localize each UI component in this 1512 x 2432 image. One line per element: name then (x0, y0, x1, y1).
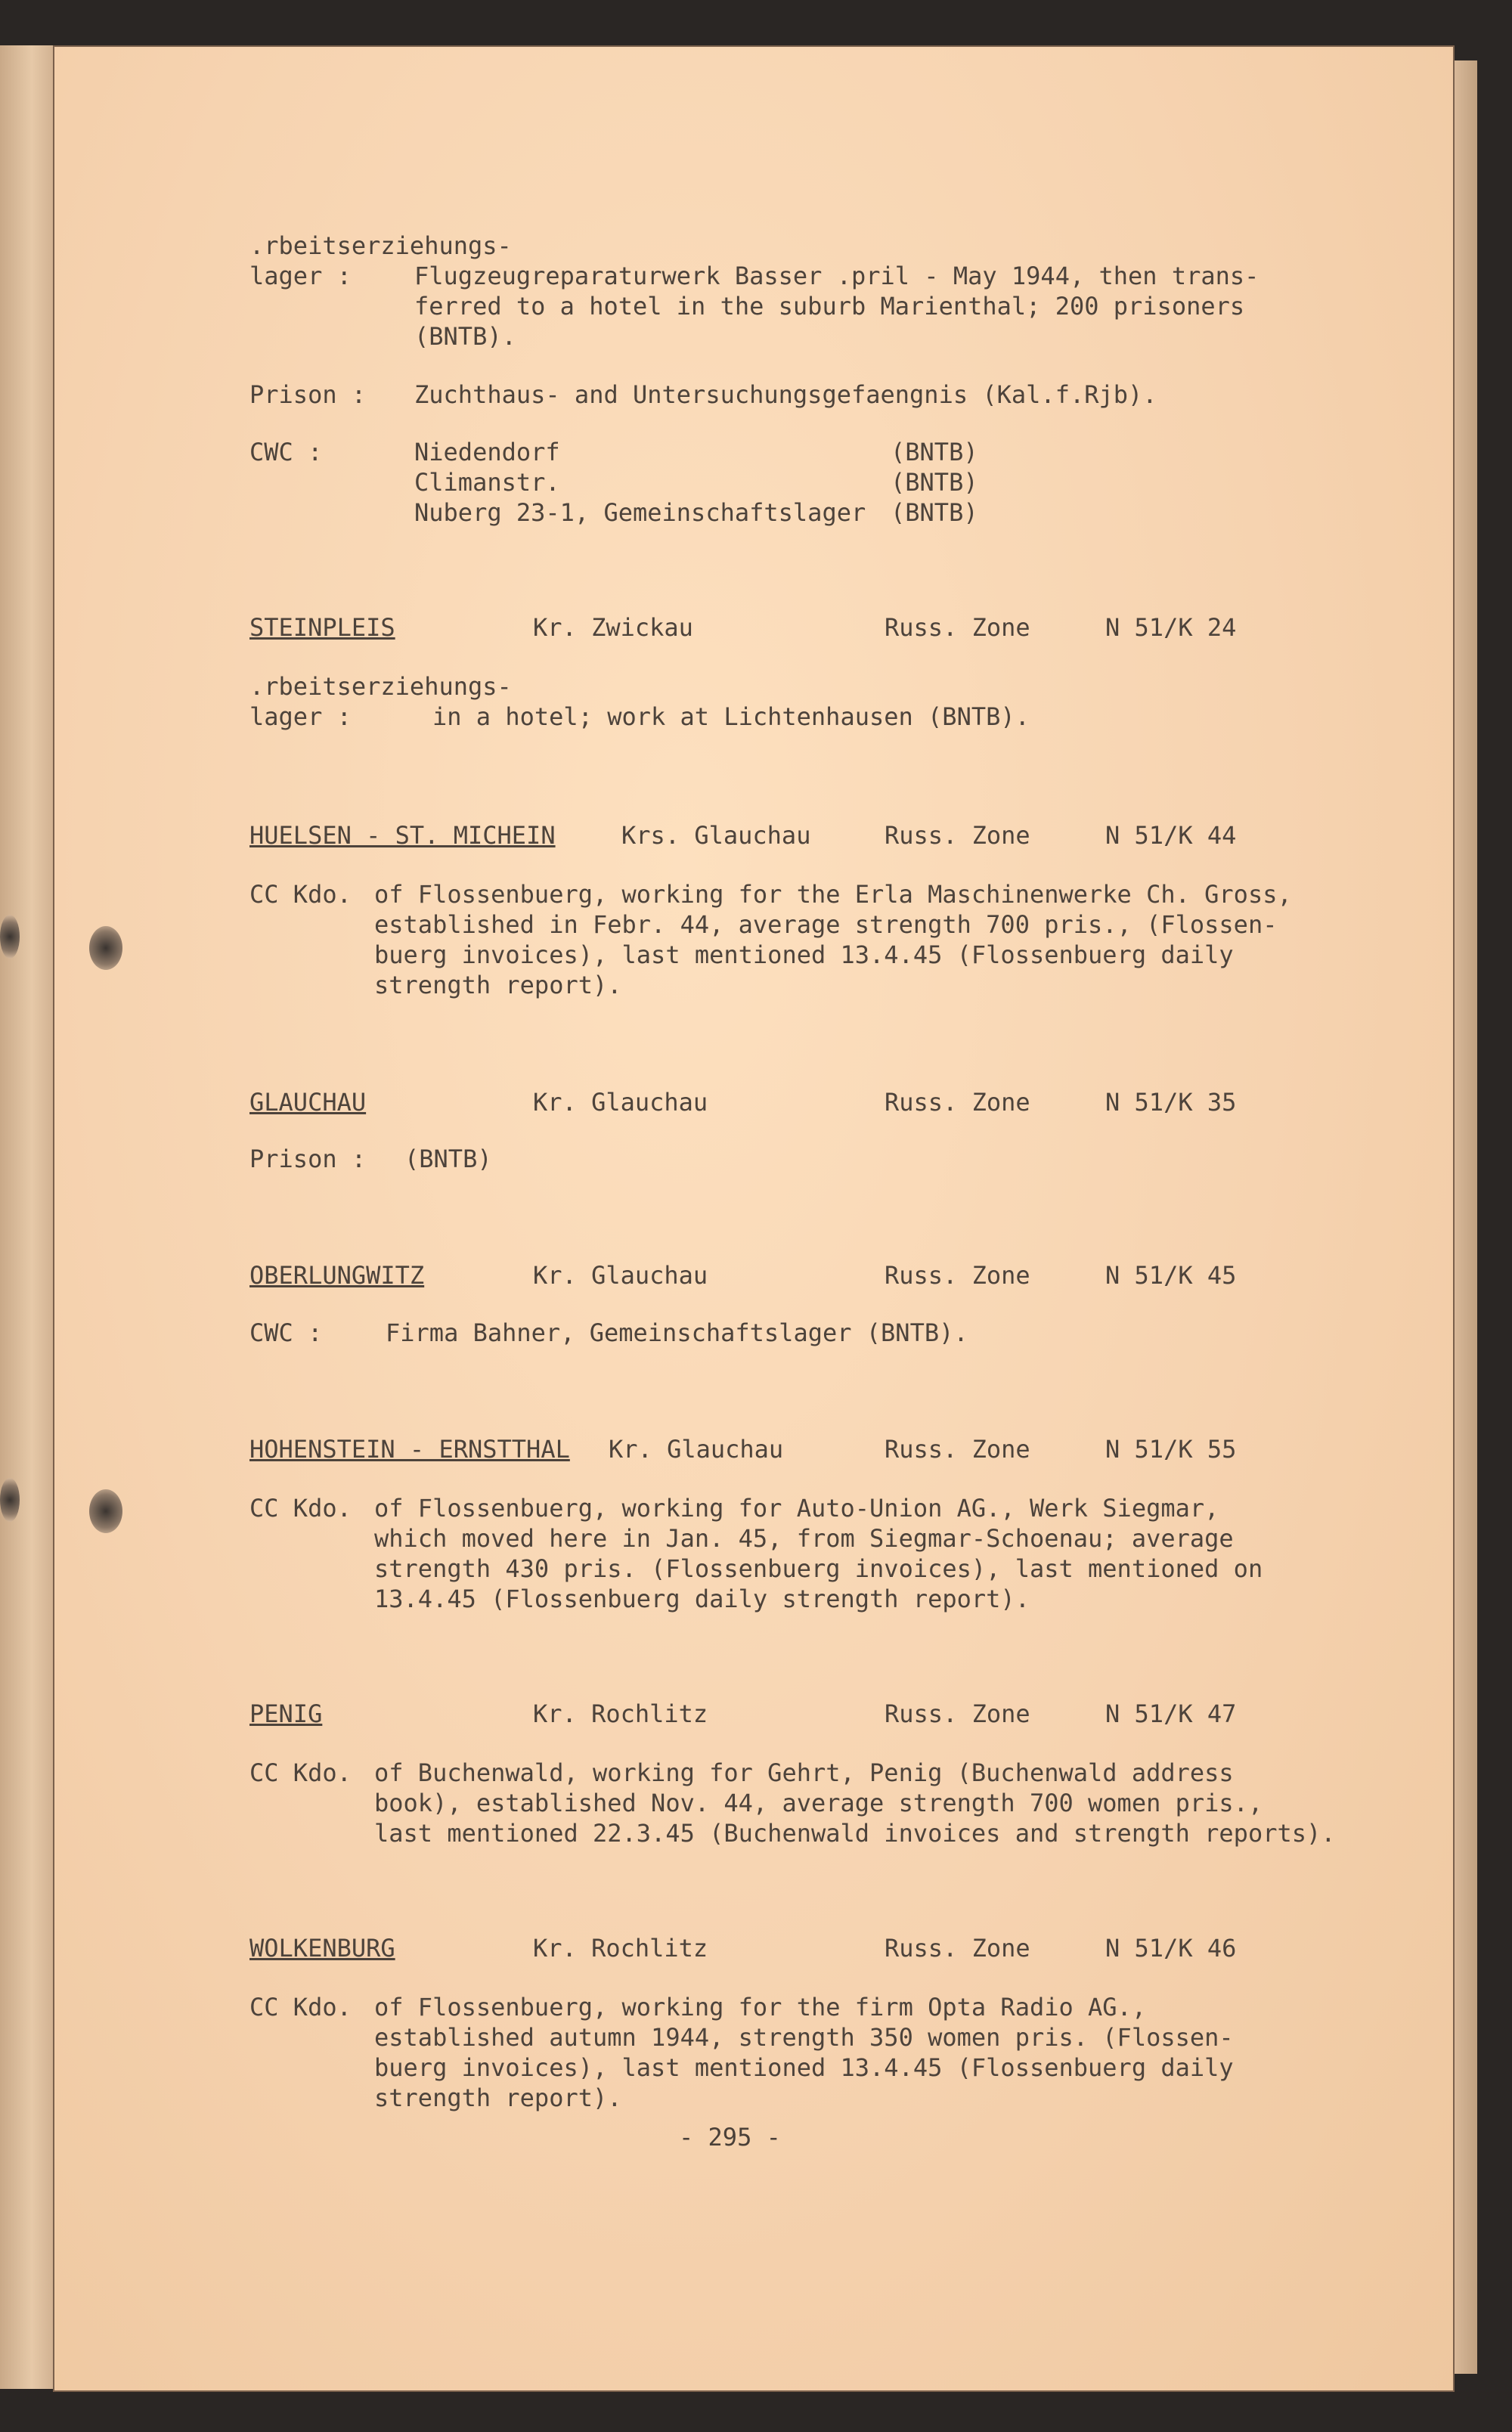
text-line: N 51/K 24 (1105, 613, 1237, 642)
text-line: Kr. Glauchau (533, 1261, 708, 1290)
text-line: of Flossenbuerg, working for the Erla Maschinenwerke Ch. Gross, (374, 880, 1292, 909)
text-line: Krs. Glauchau (621, 821, 811, 850)
place-heading: OBERLUNGWITZ (249, 1261, 425, 1290)
page-stack-edge (1453, 60, 1477, 2374)
text-line: in a hotel; work at Lichtenhausen (BNTB). (432, 702, 1030, 731)
text-line: Russ. Zone (885, 1699, 1030, 1728)
text-line: Niedendorf (414, 438, 560, 466)
text-line: which moved here in Jan. 45, from Siegmar-Schoenau; average (374, 1524, 1234, 1553)
text-line: buerg invoices), last mentioned 13.4.45 (Flossenbuerg daily (374, 2053, 1234, 2082)
text-line: Nuberg 23-1, Gemeinschaftslager (414, 498, 866, 527)
text-line: buerg invoices), last mentioned 13.4.45 (Flossenbuerg daily (374, 940, 1234, 969)
text-line: CC Kdo. (249, 1993, 352, 2022)
text-line: last mentioned 22.3.45 (Buchenwald invoices and strength reports). (374, 1819, 1336, 1848)
text-line: established in Febr. 44, average strength 700 pris., (Flossen- (374, 910, 1278, 939)
text-line: of Flossenbuerg, working for Auto-Union AG., Werk Siegmar, (374, 1494, 1219, 1523)
text-line: strength 430 pris. (Flossenbuerg invoices), last mentioned on (374, 1554, 1263, 1583)
text-line: lager : (249, 262, 352, 290)
text-line: N 51/K 55 (1105, 1435, 1237, 1464)
text-line: (BNTB) (404, 1145, 492, 1173)
text-line: of Buchenwald, working for Gehrt, Penig (Buchenwald address (374, 1758, 1234, 1787)
text-line: Firma Bahner, Gemeinschaftslager (BNTB). (386, 1318, 968, 1347)
punch-hole (89, 1489, 122, 1533)
text-line: Prison : (249, 1145, 367, 1173)
text-line: N 51/K 45 (1105, 1261, 1237, 1290)
text-line: (BNTB) (891, 498, 978, 527)
place-heading: STEINPLEIS (249, 613, 395, 642)
text-line: Kr. Zwickau (533, 613, 693, 642)
punch-hole (89, 926, 122, 970)
text-line: Russ. Zone (885, 1088, 1030, 1117)
place-heading: PENIG (249, 1699, 323, 1728)
text-line: N 51/K 47 (1105, 1699, 1237, 1728)
text-line: Flugzeugreparaturwerk Basser .pril - May 1944, then trans- (414, 262, 1259, 290)
text-line: Zuchthaus- and Untersuchungsgefaengnis (Kal.f.Rjb). (414, 380, 1157, 409)
text-line: strength report). (374, 2083, 622, 2112)
text-line: Kr. Rochlitz (533, 1699, 708, 1728)
text-line: of Flossenbuerg, working for the firm Opta Radio AG., (374, 1993, 1147, 2022)
text-line: (BNTB). (414, 322, 516, 351)
text-line: .rbeitserziehungs- (249, 672, 512, 701)
previous-page-edge (0, 45, 55, 2389)
text-line: N 51/K 35 (1105, 1088, 1237, 1117)
text-line: N 51/K 46 (1105, 1934, 1237, 1963)
text-line: CC Kdo. (249, 880, 352, 909)
text-line: CC Kdo. (249, 1494, 352, 1523)
text-line: CC Kdo. (249, 1758, 352, 1787)
text-line: Russ. Zone (885, 1435, 1030, 1464)
place-heading: HUELSEN - ST. MICHEIN (249, 821, 556, 850)
text-line: strength report). (374, 971, 622, 999)
text-line: (BNTB) (891, 438, 978, 466)
text-line: N 51/K 44 (1105, 821, 1237, 850)
place-heading: WOLKENBURG (249, 1934, 395, 1963)
text-line: Russ. Zone (885, 1934, 1030, 1963)
text-line: book), established Nov. 44, average strength 700 women pris., (374, 1789, 1263, 1817)
page-number: - 295 - (679, 2123, 781, 2152)
text-line: Kr. Rochlitz (533, 1934, 708, 1963)
text-line: established autumn 1944, strength 350 women pris. (Flossen- (374, 2023, 1234, 2052)
place-heading: HOHENSTEIN - ERNSTTHAL (249, 1435, 570, 1464)
text-line: CWC : (249, 1318, 323, 1347)
text-line: 13.4.45 (Flossenbuerg daily strength report). (374, 1585, 1030, 1613)
text-line: Kr. Glauchau (533, 1088, 708, 1117)
text-line: (BNTB) (891, 468, 978, 497)
place-heading: GLAUCHAU (249, 1088, 367, 1117)
text-line: ferred to a hotel in the suburb Marienthal; 200 prisoners (414, 292, 1245, 321)
text-line: CWC : (249, 438, 323, 466)
text-line: Prison : (249, 380, 367, 409)
text-line: Climanstr. (414, 468, 560, 497)
text-line: Kr. Glauchau (609, 1435, 784, 1464)
text-line: lager : (249, 702, 352, 731)
text-line: .rbeitserziehungs- (249, 231, 512, 260)
text-line: Russ. Zone (885, 821, 1030, 850)
punch-hole (0, 1478, 20, 1522)
punch-hole (0, 915, 20, 959)
text-line: Russ. Zone (885, 1261, 1030, 1290)
text-line: Russ. Zone (885, 613, 1030, 642)
